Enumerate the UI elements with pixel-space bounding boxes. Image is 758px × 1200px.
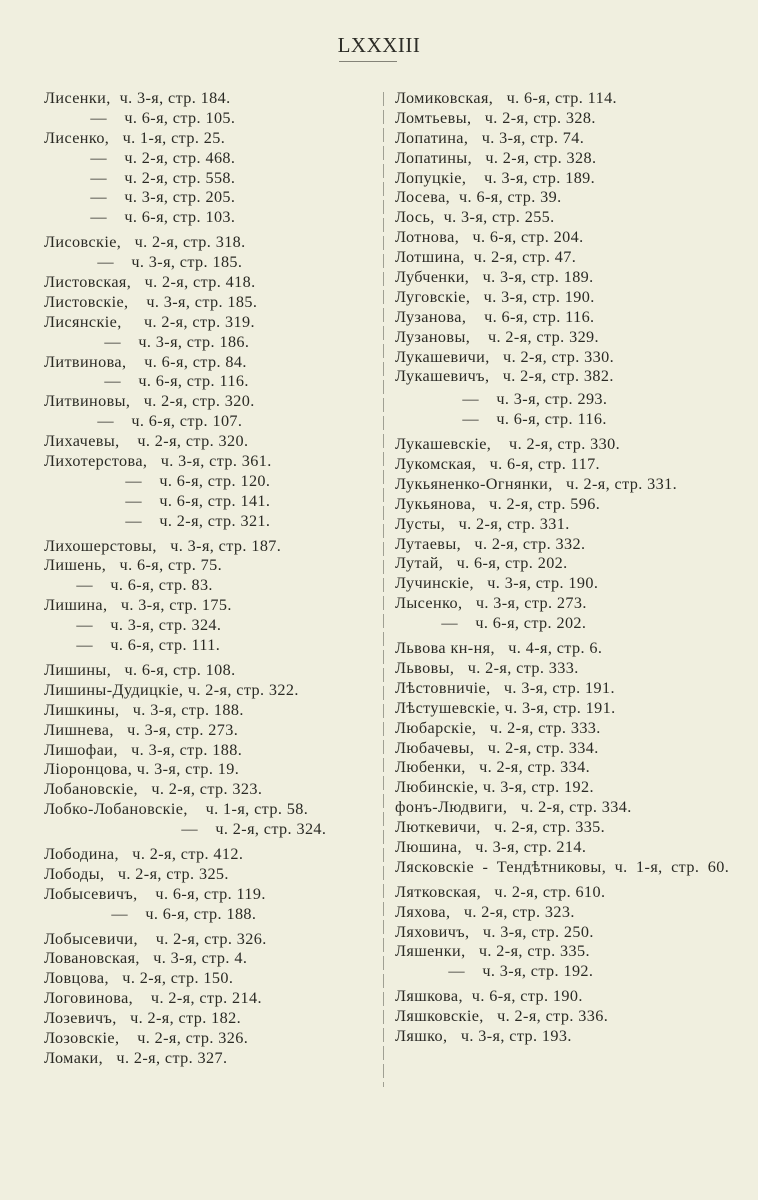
- index-entry: [44, 1049, 374, 1069]
- index-entry: [395, 535, 745, 555]
- volume-page-reference: ч. 3-я, стр. 188.: [131, 740, 243, 759]
- surname: Лисенки,: [44, 89, 111, 107]
- index-entry-continuation: [44, 372, 374, 392]
- volume-page-reference: ч. 1-я, стр. 60.: [614, 857, 730, 876]
- volume-page-reference: ч. 3-я, стр. 191.: [503, 678, 615, 697]
- index-entry: [395, 308, 745, 328]
- surname: Лобысевичи,: [44, 929, 138, 948]
- volume-page-reference: ч. 2-я, стр. 468.: [124, 148, 236, 167]
- index-entry: [395, 679, 745, 699]
- ditto-dash: —: [90, 188, 107, 207]
- ditto-dash: —: [76, 576, 93, 595]
- surname: Лусты,: [395, 514, 446, 533]
- surname: Любенки,: [395, 758, 466, 777]
- index-entry-continuation: [44, 253, 374, 273]
- index-entry-continuation: [44, 576, 374, 596]
- volume-page-reference: ч. 2-я, стр. 47.: [473, 248, 577, 267]
- index-entry-continuation: [44, 333, 374, 353]
- volume-page-reference: ч. 6-я, стр. 83.: [110, 576, 213, 595]
- index-entry: [395, 1007, 745, 1027]
- surname: Львова кн-ня,: [395, 639, 495, 658]
- index-entry-continuation: [44, 149, 374, 169]
- volume-page-reference: ч. 2-я, стр. 214.: [150, 989, 262, 1008]
- surname: Лисовскіе,: [44, 233, 122, 252]
- volume-page-reference: ч. 3-я, стр. 4.: [153, 949, 248, 968]
- index-entry: [395, 475, 745, 495]
- volume-page-reference: ч. 3-я, стр. 187.: [170, 536, 282, 555]
- surname: Лясковскіе - Тендѣтниковы,: [395, 857, 607, 876]
- ditto-dash: —: [462, 410, 479, 429]
- surname: Ляшковскіе,: [395, 1007, 484, 1026]
- index-entry-continuation: [44, 169, 374, 189]
- volume-page-reference: ч. 2-я, стр. 328.: [485, 148, 597, 167]
- surname: Лутаевы,: [395, 534, 462, 553]
- index-entry: [44, 293, 374, 313]
- index-entry: [395, 495, 745, 515]
- index-entry: [44, 537, 374, 557]
- volume-page-reference: ч. 2-я, стр. 324.: [215, 820, 327, 839]
- surname: Лихачевы,: [44, 432, 120, 451]
- index-entry-continuation: [44, 512, 374, 532]
- volume-page-reference: ч. 2-я, стр. 331.: [458, 514, 570, 533]
- index-entry: [44, 681, 374, 701]
- volume-page-reference: ч. 2-я, стр. 182.: [130, 1009, 242, 1028]
- volume-page-reference: ч. 6-я, стр. 117.: [489, 455, 601, 474]
- ditto-dash: —: [462, 390, 479, 409]
- index-entry: [395, 228, 745, 248]
- ditto-dash: —: [76, 636, 93, 655]
- volume-page-reference: ч. 3-я, стр. 190.: [483, 287, 595, 306]
- surname: Люшина,: [395, 837, 462, 856]
- index-entry: [44, 392, 374, 412]
- index-entry: [44, 760, 374, 780]
- volume-page-reference: ч. 2-я, стр. 319.: [143, 312, 255, 331]
- surname: Литвинова,: [44, 352, 127, 371]
- volume-page-reference: ч. 1-я, стр. 58.: [205, 800, 309, 819]
- volume-page-reference: ч. 2-я, стр. 330.: [509, 435, 621, 454]
- volume-page-reference: ч. 3-я, стр. 193.: [460, 1026, 572, 1045]
- volume-page-reference: ч. 6-я, стр. 103.: [124, 208, 236, 227]
- volume-page-reference: ч. 3-я, стр. 185.: [146, 292, 258, 311]
- index-entry: [395, 739, 745, 759]
- volume-page-reference: ч. 3-я, стр. 184.: [119, 89, 231, 107]
- index-column-right: [395, 89, 745, 1047]
- ditto-dash: —: [90, 168, 107, 187]
- ditto-dash: —: [125, 491, 142, 510]
- volume-page-reference: ч. 3-я, стр. 191.: [504, 698, 616, 717]
- index-entry: [395, 129, 745, 149]
- index-entry: [395, 758, 745, 778]
- surname: Ловцова,: [44, 969, 109, 988]
- index-entry: [395, 942, 745, 962]
- volume-page-reference: ч. 3-я, стр. 273.: [127, 720, 239, 739]
- index-entry-continuation: [44, 636, 374, 656]
- volume-page-reference: ч. 6-я, стр. 84.: [144, 352, 247, 371]
- volume-page-reference: ч. 2-я, стр. 318.: [134, 233, 246, 252]
- index-entry: [395, 149, 745, 169]
- volume-page-reference: ч. 6-я, стр. 39.: [459, 188, 562, 207]
- index-entry: [44, 353, 374, 373]
- surname: Ломаки,: [44, 1048, 104, 1067]
- surname: Ляшко,: [395, 1026, 448, 1045]
- surname: Лисянскіе,: [44, 312, 122, 331]
- surname: Литвиновы,: [44, 392, 131, 411]
- volume-page-reference: ч. 6-я, стр. 202.: [475, 614, 587, 633]
- surname: Лѣстушевскіе,: [395, 698, 501, 717]
- surname: Лишнева,: [44, 720, 114, 739]
- volume-page-reference: ч. 2-я, стр. 326.: [137, 1028, 249, 1047]
- index-entry: [395, 455, 745, 475]
- surname: Лобысевичъ,: [44, 884, 138, 903]
- volume-page-reference: ч. 3-я, стр. 250.: [482, 922, 594, 941]
- volume-page-reference: ч. 6-я, стр. 105.: [124, 108, 236, 127]
- ditto-dash: —: [125, 511, 142, 530]
- index-entry: [44, 865, 374, 885]
- surname: Луговскіе,: [395, 287, 471, 306]
- volume-page-reference: ч. 2-я, стр. 323.: [463, 902, 575, 921]
- index-entry: [395, 188, 745, 208]
- surname: Лукьяненко-Огнянки,: [395, 474, 553, 493]
- ditto-dash: —: [76, 616, 93, 635]
- index-entry: [44, 701, 374, 721]
- index-entry: [395, 169, 745, 189]
- index-entry: [395, 109, 745, 129]
- ditto-dash: —: [125, 471, 142, 490]
- ditto-dash: —: [448, 962, 465, 981]
- surname: Лопатины,: [395, 148, 473, 167]
- index-entry: [44, 556, 374, 576]
- volume-page-reference: ч. 2-я, стр. 596.: [489, 494, 601, 513]
- index-entry: [395, 348, 745, 368]
- surname: Лукьянова,: [395, 494, 476, 513]
- index-entry: [44, 313, 374, 333]
- index-entry-continuation: [44, 109, 374, 129]
- index-entry: [44, 1029, 374, 1049]
- surname: Лузановы,: [395, 327, 471, 346]
- index-entry: [44, 741, 374, 761]
- ditto-dash: —: [104, 372, 121, 391]
- volume-page-reference: ч. 2-я, стр. 382.: [502, 367, 614, 386]
- volume-page-reference: ч. 2-я, стр. 331.: [566, 474, 678, 493]
- surname: Лучинскіе,: [395, 574, 474, 593]
- index-entry: [44, 780, 374, 800]
- ditto-dash: —: [90, 208, 107, 227]
- volume-page-reference: ч. 2-я, стр. 150.: [122, 969, 234, 988]
- volume-page-reference: ч. 3-я, стр. 74.: [481, 128, 585, 147]
- ditto-dash: —: [441, 614, 458, 633]
- index-entry: [395, 883, 745, 903]
- volume-page-reference: ч. 2-я, стр. 330.: [503, 347, 615, 366]
- volume-page-reference: ч. 2-я, стр. 333.: [489, 718, 601, 737]
- volume-page-reference: ч. 6-я, стр. 114.: [506, 89, 618, 107]
- volume-page-reference: ч. 3-я, стр. 273.: [475, 594, 587, 613]
- surname: Лободы,: [44, 864, 105, 883]
- index-entry-continuation: [395, 390, 745, 410]
- ditto-dash: —: [97, 412, 114, 431]
- surname: Лишень,: [44, 556, 107, 575]
- surname: Лѣстовничіе,: [395, 678, 491, 697]
- index-entry: [44, 721, 374, 741]
- surname: Лось,: [395, 208, 435, 227]
- surname: Лишкины,: [44, 700, 120, 719]
- index-entry-continuation: [44, 616, 374, 636]
- volume-page-reference: ч. 2-я, стр. 322.: [187, 680, 299, 699]
- surname: Лихотерстова,: [44, 452, 148, 471]
- surname: Лукашевичи,: [395, 347, 490, 366]
- surname: Лобановскіе,: [44, 780, 138, 799]
- volume-page-reference: ч. 2-я, стр. 329.: [487, 327, 599, 346]
- index-entry: [395, 778, 745, 798]
- volume-page-reference: ч. 3-я, стр. 324.: [110, 616, 222, 635]
- index-entry-continuation: [44, 412, 374, 432]
- index-entry: [395, 858, 735, 878]
- volume-page-reference: ч. 2-я, стр. 321.: [159, 511, 271, 530]
- volume-page-reference: ч. 6-я, стр. 188.: [145, 904, 257, 923]
- surname: Лишина,: [44, 596, 108, 615]
- surname: Львовы,: [395, 658, 455, 677]
- index-entry: [44, 800, 374, 820]
- index-entry: [44, 661, 374, 681]
- index-entry: [395, 554, 745, 574]
- index-entry: [44, 129, 374, 149]
- index-entry: [395, 838, 745, 858]
- surname: Лукашевичъ,: [395, 367, 490, 386]
- surname: Ліоронцова,: [44, 760, 133, 779]
- volume-page-reference: ч. 2-я, стр. 328.: [484, 108, 596, 127]
- volume-page-reference: ч. 2-я, стр. 326.: [155, 929, 267, 948]
- index-column-left: [44, 89, 374, 1069]
- volume-page-reference: ч. 6-я, стр. 111.: [110, 636, 221, 655]
- index-entry: [44, 969, 374, 989]
- volume-page-reference: ч. 2-я, стр. 334.: [487, 738, 599, 757]
- index-entry: [395, 818, 745, 838]
- surname: Лятковская,: [395, 882, 482, 901]
- volume-page-reference: ч. 2-я, стр. 320.: [137, 432, 249, 451]
- header-underline: [339, 61, 397, 62]
- surname: фонъ-Людвиги,: [395, 798, 508, 817]
- surname: Лишины,: [44, 660, 112, 679]
- volume-page-reference: ч. 6-я, стр. 116.: [138, 372, 249, 391]
- index-entry: [395, 987, 745, 1007]
- index-entry: [395, 699, 745, 719]
- volume-page-reference: ч. 3-я, стр. 192.: [482, 778, 594, 797]
- index-entry-continuation: [395, 614, 745, 634]
- surname: Любачевы,: [395, 738, 475, 757]
- volume-page-reference: ч. 6-я, стр. 190.: [471, 987, 583, 1006]
- index-entry: [395, 923, 745, 943]
- volume-page-reference: ч. 3-я, стр. 188.: [132, 700, 244, 719]
- surname: Ляховичъ,: [395, 922, 470, 941]
- surname: Лубченки,: [395, 268, 470, 287]
- column-divider: [383, 92, 384, 1087]
- index-entry-continuation: [44, 472, 374, 492]
- surname: Лишофаи,: [44, 740, 118, 759]
- surname: Лысенко,: [395, 594, 463, 613]
- index-entry: [395, 594, 745, 614]
- volume-page-reference: ч. 2-я, стр. 334.: [520, 798, 632, 817]
- surname: Ломтьевы,: [395, 108, 472, 127]
- volume-page-reference: ч. 3-я, стр. 185.: [131, 253, 243, 272]
- volume-page-reference: ч. 3-я, стр. 175.: [120, 596, 232, 615]
- index-entry-continuation: [44, 208, 374, 228]
- volume-page-reference: ч. 2-я, стр. 412.: [132, 844, 244, 863]
- volume-page-reference: ч. 2-я, стр. 558.: [124, 168, 236, 187]
- volume-page-reference: ч. 3-я, стр. 293.: [496, 390, 608, 409]
- index-entry: [44, 596, 374, 616]
- volume-page-reference: ч. 2-я, стр. 320.: [143, 392, 255, 411]
- surname: Лозевичъ,: [44, 1009, 117, 1028]
- surname: Лузанова,: [395, 307, 467, 326]
- index-entry: [44, 930, 374, 950]
- volume-page-reference: ч. 3-я, стр. 186.: [138, 332, 250, 351]
- volume-page-reference: ч. 2-я, стр. 418.: [144, 273, 256, 292]
- volume-page-reference: ч. 2-я, стр. 334.: [479, 758, 591, 777]
- volume-page-reference: ч. 3-я, стр. 189.: [484, 168, 596, 187]
- index-entry: [395, 574, 745, 594]
- surname: Ловановская,: [44, 949, 140, 968]
- index-entry-continuation: [44, 492, 374, 512]
- surname: Ляшенки,: [395, 942, 466, 961]
- ditto-dash: —: [90, 148, 107, 167]
- surname: Ломиковская,: [395, 89, 494, 107]
- volume-page-reference: ч. 2-я, стр. 335.: [494, 818, 606, 837]
- volume-page-reference: ч. 4-я, стр. 6.: [508, 639, 603, 658]
- volume-page-reference: ч. 6-я, стр. 107.: [131, 412, 243, 431]
- page-number-header: LXXXIII: [337, 33, 421, 57]
- index-entry: [44, 885, 374, 905]
- index-entry: [44, 845, 374, 865]
- ditto-dash: —: [90, 108, 107, 127]
- surname: Лотшина,: [395, 248, 465, 267]
- surname: Листовская,: [44, 273, 132, 292]
- volume-page-reference: ч. 2-я, стр. 335.: [478, 942, 590, 961]
- surname: Лукашевскіе,: [395, 435, 492, 454]
- surname: Лозовскіе,: [44, 1028, 120, 1047]
- surname: Люткевичи,: [395, 818, 481, 837]
- volume-page-reference: ч. 3-я, стр. 192.: [482, 962, 594, 981]
- volume-page-reference: ч. 6-я, стр. 116.: [496, 410, 607, 429]
- surname: Лутай,: [395, 554, 444, 573]
- ditto-dash: —: [104, 332, 121, 351]
- index-entry-continuation: [395, 962, 745, 982]
- surname: Лопуцкіе,: [395, 168, 467, 187]
- surname: Лишины-Дудицкіе,: [44, 680, 184, 699]
- index-entry: [395, 268, 745, 288]
- surname: Лотнова,: [395, 228, 460, 247]
- volume-page-reference: ч. 2-я, стр. 323.: [151, 780, 263, 799]
- volume-page-reference: ч. 3-я, стр. 205.: [124, 188, 236, 207]
- index-entry: [395, 515, 745, 535]
- index-entry: [44, 989, 374, 1009]
- index-entry-continuation: [44, 188, 374, 208]
- index-entry: [395, 659, 745, 679]
- index-entry: [395, 903, 745, 923]
- index-entry: [395, 798, 745, 818]
- index-entry-continuation: [44, 820, 374, 840]
- index-entry-continuation: [395, 410, 745, 430]
- volume-page-reference: ч. 3-я, стр. 19.: [136, 760, 240, 779]
- volume-page-reference: ч. 3-я, стр. 214.: [475, 837, 587, 856]
- index-entry-continuation: [44, 905, 374, 925]
- volume-page-reference: ч. 6-я, стр. 120.: [159, 471, 271, 490]
- volume-page-reference: ч. 6-я, стр. 75.: [119, 556, 223, 575]
- index-entry: [44, 233, 374, 253]
- index-entry: [395, 435, 745, 455]
- surname: Листовскіе,: [44, 292, 129, 311]
- index-entry: [44, 273, 374, 293]
- index-entry: [44, 452, 374, 472]
- index-entry: [44, 949, 374, 969]
- index-entry: [395, 367, 745, 387]
- surname: Лобко-Лобановскіе,: [44, 800, 188, 819]
- index-entry: [44, 89, 374, 109]
- volume-page-reference: ч. 6-я, стр. 202.: [456, 554, 568, 573]
- volume-page-reference: ч. 6-я, стр. 204.: [472, 228, 584, 247]
- volume-page-reference: ч. 3-я, стр. 361.: [160, 452, 272, 471]
- volume-page-reference: ч. 2-я, стр. 327.: [116, 1048, 228, 1067]
- index-entry: [395, 328, 745, 348]
- index-entry: [395, 639, 745, 659]
- index-entry: [395, 89, 745, 109]
- volume-page-reference: ч. 3-я, стр. 255.: [443, 208, 555, 227]
- volume-page-reference: ч. 2-я, стр. 610.: [494, 882, 606, 901]
- volume-page-reference: ч. 2-я, стр. 325.: [117, 864, 229, 883]
- surname: Лободина,: [44, 844, 119, 863]
- surname: Логовинова,: [44, 989, 134, 1008]
- surname: Лихошерстовы,: [44, 536, 157, 555]
- ditto-dash: —: [181, 820, 198, 839]
- surname: Лопатина,: [395, 128, 469, 147]
- volume-page-reference: ч. 2-я, стр. 336.: [497, 1007, 609, 1026]
- volume-page-reference: ч. 6-я, стр. 119.: [155, 884, 266, 903]
- volume-page-reference: ч. 6-я, стр. 108.: [124, 660, 236, 679]
- surname: Лукомская,: [395, 455, 477, 474]
- volume-page-reference: ч. 2-я, стр. 332.: [474, 534, 586, 553]
- volume-page-reference: ч. 6-я, стр. 116.: [484, 307, 595, 326]
- surname: Любарскіе,: [395, 718, 477, 737]
- index-entry: [395, 208, 745, 228]
- index-entry: [395, 1027, 745, 1047]
- index-entry: [44, 1009, 374, 1029]
- volume-page-reference: ч. 3-я, стр. 190.: [487, 574, 599, 593]
- index-entry: [395, 248, 745, 268]
- surname: Ляшкова,: [395, 987, 463, 1006]
- index-entry: [395, 288, 745, 308]
- surname: Лосева,: [395, 188, 451, 207]
- ditto-dash: —: [111, 904, 128, 923]
- index-entry: [395, 719, 745, 739]
- volume-page-reference: ч. 1-я, стр. 25.: [122, 128, 226, 147]
- volume-page-reference: ч. 3-я, стр. 189.: [482, 268, 594, 287]
- volume-page-reference: ч. 2-я, стр. 333.: [467, 658, 579, 677]
- ditto-dash: —: [97, 253, 114, 272]
- index-entry: [44, 432, 374, 452]
- surname: Ляхова,: [395, 902, 451, 921]
- surname: Любинскіе,: [395, 778, 479, 797]
- surname: Лисенко,: [44, 128, 110, 147]
- volume-page-reference: ч. 6-я, стр. 141.: [159, 491, 271, 510]
